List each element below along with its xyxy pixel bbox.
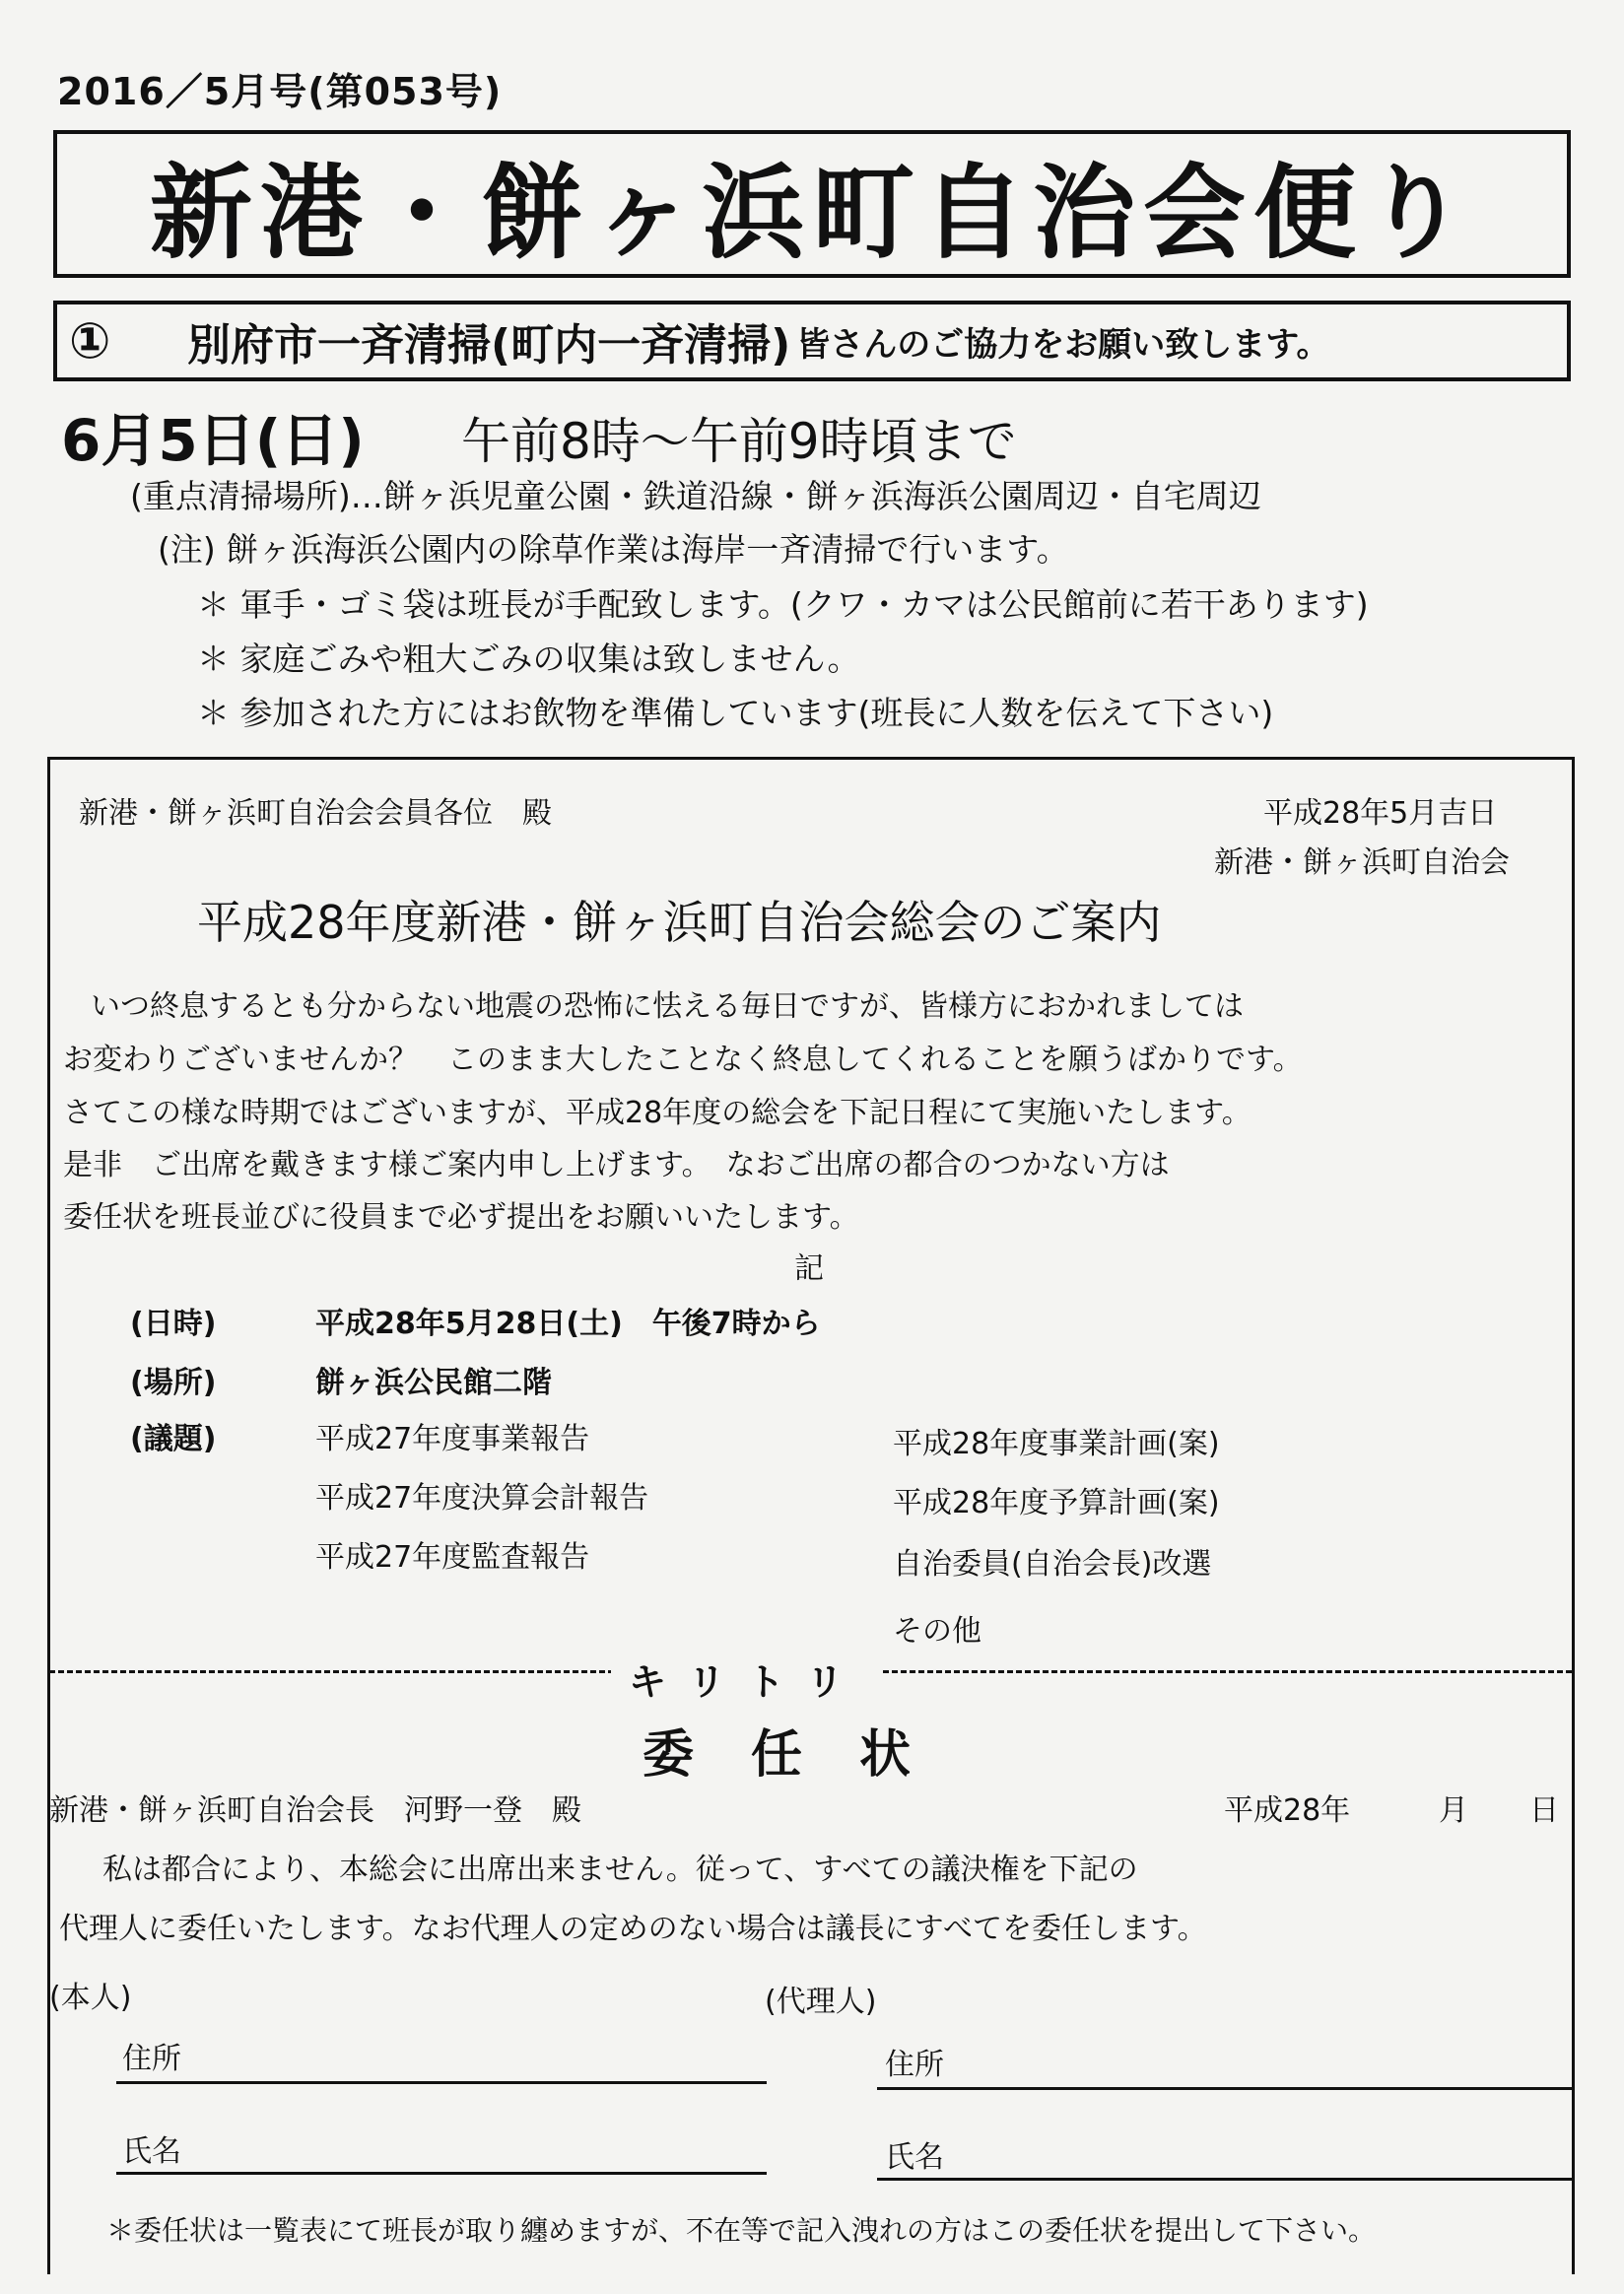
agenda-item: 平成27年度事業報告: [315, 1422, 590, 1456]
proxy-date-month: 月: [1439, 1793, 1468, 1828]
agent-address-label: 住所: [885, 2048, 944, 2082]
proxy-footnote: ＊委任状は一覧表にて班長が取り纏めますが、不在等で記入洩れの方はこの委任状を提出して下さい。: [106, 2214, 1377, 2247]
agenda-item: 平成28年度予算計画(案): [893, 1486, 1220, 1520]
section1-heading-box: [53, 301, 1571, 381]
proxy-date-year: 平成28年: [1224, 1793, 1351, 1828]
notice-sender: 新港・餅ヶ浜町自治会: [1214, 845, 1510, 880]
proxy-addressee: 新港・餅ヶ浜町自治会長 河野一登 殿: [49, 1793, 581, 1828]
cleanup-time: 午前8時～午前9時頃まで: [461, 413, 1017, 470]
agenda-label: (議題): [130, 1422, 217, 1456]
self-address-line[interactable]: [116, 2081, 767, 2084]
agent-label: (代理人): [765, 1985, 877, 2019]
agenda-item: 平成27年度監査報告: [315, 1540, 590, 1575]
agent-address-line[interactable]: [877, 2087, 1575, 2090]
notice-body-line: いつ終息するとも分からない地震の恐怖に怯える毎日ですが、皆様方におかれましては: [91, 989, 1244, 1024]
datetime-label: (日時): [130, 1307, 217, 1341]
self-label: (本人): [49, 1981, 132, 2015]
notice-body-line: お変わりございませんか？ このまま大したことなく終息してくれることを願うばかりです。: [63, 1043, 1303, 1077]
section-number: ①: [69, 312, 111, 370]
agent-name-label: 氏名: [885, 2140, 944, 2175]
self-name-label: 氏名: [122, 2134, 181, 2169]
agent-name-line[interactable]: [877, 2178, 1575, 2181]
ki-mark: 記: [794, 1251, 824, 1286]
agenda-item: 平成28年度事業計画(案): [893, 1427, 1220, 1461]
section1-heading-suffix: 皆さんのご協力をお願い致します。: [796, 324, 1330, 365]
cleanup-bullet: ＊ 軍手・ゴミ袋は班長が手配致します。(クワ・カマは公民館前に若干あります): [197, 585, 1369, 624]
notice-date: 平成28年5月吉日: [1263, 796, 1498, 831]
proxy-date-day: 日: [1529, 1793, 1559, 1828]
cleanup-bullet: ＊ 参加された方にはお飲物を準備しています(班長に人数を伝えて下さい): [197, 694, 1274, 732]
proxy-body-line: 代理人に委任いたします。なお代理人の定めのない場合は議長にすべてを委任します。: [59, 1912, 1207, 1946]
agenda-item: 平成27年度決算会計報告: [315, 1481, 649, 1516]
newsletter-title: 新港・餅ヶ浜町自治会便り: [149, 153, 1474, 273]
cleanup-date: 6月5日(日): [61, 407, 365, 474]
agenda-item: 自治委員(自治会長)改選: [893, 1547, 1212, 1582]
notice-addressee: 新港・餅ヶ浜町自治会会員各位 殿: [79, 796, 552, 831]
meeting-datetime: 平成28年5月28日(土) 午後7時から: [315, 1307, 821, 1341]
section1-heading: 別府市一斉清掃(町内一斉清掃): [187, 320, 791, 371]
self-address-label: 住所: [122, 2042, 181, 2076]
proxy-body-line: 私は都合により、本総会に出席出来ません。従って、すべての議決権を下記の: [102, 1853, 1138, 1887]
cleanup-places: (重点清掃場所)…餅ヶ浜児童公園・鉄道沿線・餅ヶ浜海浜公園周辺・自宅周辺: [130, 477, 1261, 515]
notice-body-line: さてこの様な時期ではございますが、平成28年度の総会を下記日程にて実施いたします。: [63, 1096, 1252, 1130]
notice-title: 平成28年度新港・餅ヶ浜町自治会総会のご案内: [197, 896, 1162, 949]
notice-body-line: 是非 ご出席を戴きます様ご案内申し上げます。 なおご出席の都合のつかない方は: [63, 1148, 1170, 1182]
notice-body-line: 委任状を班長並びに役員まで必ず提出をお願いいたします。: [63, 1200, 859, 1235]
agenda-item: その他: [893, 1614, 981, 1649]
self-name-line[interactable]: [116, 2172, 767, 2175]
meeting-place: 餅ヶ浜公民館二階: [315, 1366, 552, 1400]
place-label: (場所): [130, 1366, 217, 1400]
cleanup-bullet: ＊ 家庭ごみや粗大ごみの収集は致しません。: [197, 640, 860, 678]
issue-label: 2016／5月号(第053号): [57, 70, 503, 113]
cleanup-note: (注) 餅ヶ浜海浜公園内の除草作業は海岸一斉清掃で行います。: [158, 530, 1069, 569]
proxy-form-title: 委任状: [643, 1725, 969, 1785]
newsletter-title-box: [53, 130, 1571, 278]
cut-label: キリトリ: [611, 1652, 883, 1706]
